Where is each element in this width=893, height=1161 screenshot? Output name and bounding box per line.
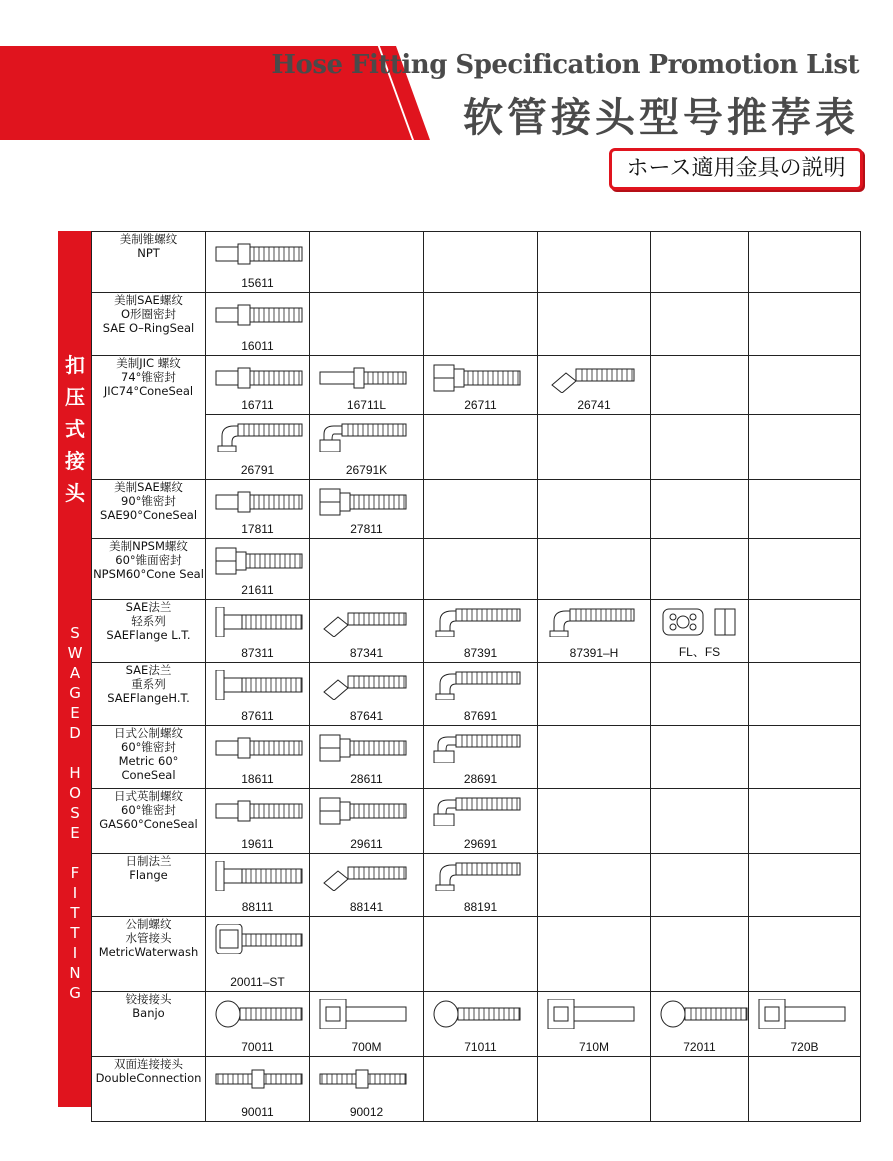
- fitting-cell: [538, 539, 651, 600]
- fitting-code: 71011: [464, 1040, 497, 1054]
- fitting-cell: [424, 415, 538, 480]
- fitting-cell: [310, 232, 424, 293]
- fitting-cell: [424, 600, 538, 663]
- fitting-cell: [424, 356, 538, 415]
- fitting-code: 720B: [790, 1040, 819, 1054]
- row-label-line: Metric 60°: [118, 754, 179, 768]
- row-label-line: SAEFlange L.T.: [106, 628, 191, 642]
- fitting-cell: [749, 539, 861, 600]
- side-en-char: I: [72, 944, 78, 962]
- fitting-cell: [206, 356, 310, 415]
- double-fitting-icon: [214, 1064, 304, 1094]
- fitting-cell: [310, 854, 424, 917]
- fitting-cell: [651, 789, 749, 854]
- banjo-block-fitting-icon: [318, 999, 408, 1029]
- row-label-line: SAEFlangeH.T.: [107, 691, 190, 705]
- fitting-code: 88191: [463, 900, 498, 914]
- table-row: [92, 293, 861, 356]
- row-label-line: NPSM60°Cone Seal: [93, 567, 204, 581]
- row-label: [92, 854, 206, 917]
- row-label-line: 日式公制螺纹: [114, 726, 183, 740]
- fitting-cell: [538, 1057, 651, 1122]
- row-label-line: GAS60°ConeSeal: [99, 817, 198, 831]
- fitting-code: 20011–ST: [230, 975, 285, 989]
- fitting-cell: [424, 293, 538, 356]
- elbow45-fitting-icon: [318, 670, 408, 700]
- banjo-fitting-icon: [214, 999, 304, 1029]
- banjo-block-fitting-icon: [546, 999, 636, 1029]
- fitting-cell: [206, 539, 310, 600]
- elbow90-fitting-icon: [432, 670, 522, 700]
- table-row: [92, 415, 861, 480]
- side-en-char: I: [72, 884, 78, 902]
- row-label: [92, 663, 206, 726]
- fitting-cell: [538, 726, 651, 789]
- fitting-cell: [749, 1057, 861, 1122]
- row-label-line: 重系列: [131, 677, 166, 691]
- side-label-english: [58, 623, 92, 1003]
- title-japanese: ホース適用金具の説明: [609, 148, 863, 190]
- side-en-char: A: [69, 664, 81, 682]
- fitting-cell: [310, 600, 424, 663]
- fitting-cell: [206, 789, 310, 854]
- fitting-cell: [749, 600, 861, 663]
- table-row: [92, 854, 861, 917]
- fitting-cell: [310, 992, 424, 1057]
- row-label-line: SAE法兰: [125, 663, 172, 677]
- fitting-code: 27811: [350, 522, 383, 536]
- fitting-code: 18611: [241, 772, 274, 786]
- fitting-code: 16011: [241, 339, 274, 353]
- side-category-bar: [58, 231, 92, 1107]
- fitting-cell: [310, 480, 424, 539]
- side-en-char: W: [67, 644, 83, 662]
- banjo-block-fitting-icon: [757, 999, 847, 1029]
- row-label-line: 74°锥密封: [121, 370, 176, 384]
- elbow90-fitting-icon: [214, 422, 304, 452]
- fitting-code: 88141: [349, 900, 384, 914]
- fitting-cell: [206, 992, 310, 1057]
- elbow45-fitting-icon: [318, 861, 408, 891]
- fitting-cell: [538, 992, 651, 1057]
- waterwash-fitting-icon: [214, 924, 304, 954]
- row-label-line: NPT: [137, 246, 160, 260]
- row-label-line: 公制螺纹: [125, 917, 172, 931]
- fitting-code: 16711: [241, 398, 274, 412]
- fitting-cell: [424, 992, 538, 1057]
- fitting-cell: [651, 992, 749, 1057]
- table-row: [92, 663, 861, 726]
- fitting-cell: [651, 854, 749, 917]
- fitting-cell: [424, 539, 538, 600]
- fitting-cell: [424, 480, 538, 539]
- fitting-cell: [538, 293, 651, 356]
- fitting-code: 87391–H: [569, 646, 619, 660]
- fitting-code: FL、FS: [678, 645, 721, 659]
- fitting-cell: [424, 726, 538, 789]
- straight-male-fitting-icon: [214, 300, 304, 330]
- straight-male-fitting-icon: [214, 487, 304, 517]
- fitting-code: 87691: [463, 709, 498, 723]
- elbow90-fitting-icon: [432, 607, 522, 637]
- fitting-cell: [424, 232, 538, 293]
- fitting-code: 29611: [350, 837, 383, 851]
- fitting-cell: [749, 415, 861, 480]
- side-en-char: E: [70, 704, 80, 722]
- fitting-cell: [206, 293, 310, 356]
- row-label: [92, 726, 206, 789]
- fitting-cell: [310, 726, 424, 789]
- row-label: [92, 789, 206, 854]
- fitting-cell: [310, 1057, 424, 1122]
- fitting-code: 710M: [578, 1040, 610, 1054]
- row-label-line: 铰接接头: [125, 992, 172, 1006]
- side-en-char: O: [69, 784, 81, 802]
- side-label-chinese: [58, 349, 92, 509]
- row-label-line: 日式英制螺纹: [114, 789, 183, 803]
- side-en-char: [58, 843, 92, 863]
- table-row: [92, 789, 861, 854]
- fitting-cell: [310, 356, 424, 415]
- straight-male-fitting-icon: [214, 796, 304, 826]
- title-chinese: 软管接头型号推荐表: [463, 94, 859, 141]
- side-en-char: H: [69, 764, 81, 782]
- row-label-line: 双面连接接头: [114, 1057, 183, 1071]
- fitting-cell: [310, 293, 424, 356]
- row-label-line: O形圈密封: [120, 307, 177, 321]
- row-label-line: 轻系列: [131, 614, 166, 628]
- title-english: Hose Fitting Specification Promotion List: [271, 50, 859, 80]
- straight-female-fitting-icon: [318, 733, 408, 763]
- fitting-code: 87641: [349, 709, 384, 723]
- fitting-cell: [749, 854, 861, 917]
- fitting-code: 700M: [351, 1040, 382, 1054]
- side-cn-char: 接: [65, 449, 85, 473]
- banjo-fitting-icon: [659, 999, 749, 1029]
- fitting-code: 90012: [349, 1105, 384, 1119]
- fitting-cell: [749, 917, 861, 992]
- elbow45-fitting-icon: [546, 363, 636, 393]
- side-cn-char: 头: [65, 481, 85, 505]
- table-row: [92, 232, 861, 293]
- fitting-code: 26791K: [345, 463, 388, 477]
- fitting-table: [91, 231, 861, 1122]
- straight-female-fitting-icon: [214, 546, 304, 576]
- fitting-cell: [749, 293, 861, 356]
- fitting-cell: [749, 480, 861, 539]
- elbow90-female-fitting-icon: [432, 796, 522, 826]
- row-label-line: 60°锥密封: [121, 803, 176, 817]
- side-cn-char: 式: [65, 417, 85, 441]
- fitting-cell: [749, 726, 861, 789]
- fitting-cell: [651, 415, 749, 480]
- table-row: [92, 600, 861, 663]
- fitting-cell: [206, 480, 310, 539]
- fitting-cell: [749, 663, 861, 726]
- straight-male-fitting-icon: [214, 239, 304, 269]
- fitting-cell: [206, 917, 310, 992]
- fitting-code: 87311: [241, 646, 274, 660]
- fitting-cell: [538, 854, 651, 917]
- fitting-cell: [310, 539, 424, 600]
- elbow90-female-fitting-icon: [318, 422, 408, 452]
- fitting-cell: [538, 917, 651, 992]
- flange-straight-fitting-icon: [214, 670, 304, 700]
- table-row: [92, 356, 861, 415]
- fitting-cell: [206, 1057, 310, 1122]
- fitting-cell: [651, 600, 749, 663]
- fitting-cell: [651, 356, 749, 415]
- row-label-line: ConeSeal: [121, 768, 176, 782]
- row-label: [92, 480, 206, 539]
- fitting-code: 29691: [463, 837, 498, 851]
- row-label-line: DoubleConnection: [95, 1071, 202, 1085]
- row-label: [92, 917, 206, 992]
- double-fitting-icon: [318, 1064, 408, 1094]
- straight-long-fitting-icon: [318, 363, 408, 393]
- fitting-cell: [310, 415, 424, 480]
- fitting-code: 87341: [349, 646, 384, 660]
- fitting-cell: [424, 1057, 538, 1122]
- side-en-char: S: [70, 624, 80, 642]
- straight-male-fitting-icon: [214, 733, 304, 763]
- fitting-cell: [651, 293, 749, 356]
- side-cn-char: 扣: [65, 353, 85, 377]
- fitting-cell: [310, 663, 424, 726]
- fitting-cell: [538, 356, 651, 415]
- side-en-char: D: [69, 724, 81, 742]
- row-label-line: Flange: [129, 868, 168, 882]
- fitting-code: 87391: [463, 646, 498, 660]
- straight-female-fitting-icon: [318, 796, 408, 826]
- banjo-fitting-icon: [432, 999, 522, 1029]
- fitting-cell: [651, 726, 749, 789]
- row-label-line: SAE90°ConeSeal: [99, 508, 198, 522]
- row-label-line: Banjo: [132, 1006, 165, 1020]
- row-label-line: JIC74°ConeSeal: [103, 384, 194, 398]
- side-en-char: F: [70, 864, 80, 882]
- fitting-cell: [538, 789, 651, 854]
- row-label: [92, 356, 206, 480]
- fitting-cell: [538, 232, 651, 293]
- fitting-cell: [538, 663, 651, 726]
- side-en-char: E: [70, 824, 80, 842]
- side-en-char: [58, 743, 92, 763]
- fitting-code: 90011: [241, 1105, 274, 1119]
- elbow90-fitting-icon: [432, 861, 522, 891]
- row-label-line: 水管接头: [125, 931, 172, 945]
- fitting-cell: [651, 663, 749, 726]
- row-label-line: 美制NPSM螺纹: [109, 539, 188, 553]
- fitting-cell: [749, 232, 861, 293]
- fitting-cell: [206, 663, 310, 726]
- fitting-cell: [538, 480, 651, 539]
- fitting-cell: [424, 917, 538, 992]
- side-en-char: G: [69, 984, 81, 1002]
- fitting-cell: [206, 232, 310, 293]
- fitting-code: 28611: [350, 772, 383, 786]
- row-label-line: 美制锥螺纹: [119, 232, 178, 246]
- row-label-line: 美制SAE螺纹: [114, 293, 183, 307]
- fitting-cell: [749, 356, 861, 415]
- side-en-char: S: [70, 804, 80, 822]
- fitting-cell: [206, 854, 310, 917]
- fitting-code: 17811: [241, 522, 274, 536]
- fitting-cell: [651, 480, 749, 539]
- fitting-cell: [424, 854, 538, 917]
- fitting-code: 16711L: [346, 398, 387, 412]
- fitting-code: 87611: [241, 709, 274, 723]
- table-row: [92, 480, 861, 539]
- table-row: [92, 539, 861, 600]
- row-label-line: 日制法兰: [125, 854, 172, 868]
- fitting-code: 26791: [240, 463, 275, 477]
- fitting-cell: [651, 917, 749, 992]
- fitting-cell: [538, 600, 651, 663]
- fitting-code: 21611: [241, 583, 274, 597]
- straight-male-fitting-icon: [214, 363, 304, 393]
- fitting-code: 26711: [464, 398, 497, 412]
- fitting-cell: [651, 1057, 749, 1122]
- row-label-line: MetricWaterwash: [98, 945, 199, 959]
- row-label: [92, 992, 206, 1057]
- row-label-line: SAE法兰: [125, 600, 172, 614]
- flange-straight-fitting-icon: [214, 861, 304, 891]
- table-row: [92, 992, 861, 1057]
- side-en-char: N: [69, 964, 81, 982]
- fitting-code: 72011: [683, 1040, 716, 1054]
- fitting-code: 26741: [577, 398, 611, 412]
- row-label-line: 60°锥密封: [121, 740, 176, 754]
- flange-plate-fitting-icon: [659, 607, 749, 637]
- row-label-line: SAE O–RingSeal: [102, 321, 195, 335]
- fitting-cell: [310, 917, 424, 992]
- row-label: [92, 1057, 206, 1122]
- fitting-cell: [424, 663, 538, 726]
- row-label: [92, 293, 206, 356]
- row-label-line: 60°锥面密封: [115, 553, 182, 567]
- fitting-code: 19611: [241, 837, 274, 851]
- side-cn-char: 压: [65, 385, 85, 409]
- straight-female-fitting-icon: [318, 487, 408, 517]
- flange-straight-fitting-icon: [214, 607, 304, 637]
- table-row: [92, 917, 861, 992]
- fitting-cell: [206, 726, 310, 789]
- fitting-code: 70011: [241, 1040, 274, 1054]
- side-en-char: T: [70, 904, 80, 922]
- elbow45-fitting-icon: [318, 607, 408, 637]
- fitting-cell: [424, 789, 538, 854]
- fitting-cell: [749, 789, 861, 854]
- fitting-cell: [538, 415, 651, 480]
- elbow90-fitting-icon: [546, 607, 636, 637]
- row-label-line: 美制SAE螺纹: [114, 480, 183, 494]
- row-label: [92, 232, 206, 293]
- fitting-code: 88111: [241, 900, 274, 914]
- fitting-cell: [206, 415, 310, 480]
- table-row: [92, 1057, 861, 1122]
- straight-female-fitting-icon: [432, 363, 522, 393]
- fitting-code: 15611: [241, 276, 274, 290]
- fitting-cell: [310, 789, 424, 854]
- row-label: [92, 539, 206, 600]
- side-en-char: T: [70, 924, 80, 942]
- side-en-char: G: [69, 684, 81, 702]
- elbow90-female-fitting-icon: [432, 733, 522, 763]
- row-label: [92, 600, 206, 663]
- fitting-cell: [651, 539, 749, 600]
- fitting-code: 28691: [463, 772, 498, 786]
- row-label-line: 美制JIC 螺纹: [116, 356, 181, 370]
- fitting-cell: [206, 600, 310, 663]
- table-row: [92, 726, 861, 789]
- fitting-cell: [749, 992, 861, 1057]
- fitting-cell: [651, 232, 749, 293]
- row-label-line: 90°锥密封: [121, 494, 176, 508]
